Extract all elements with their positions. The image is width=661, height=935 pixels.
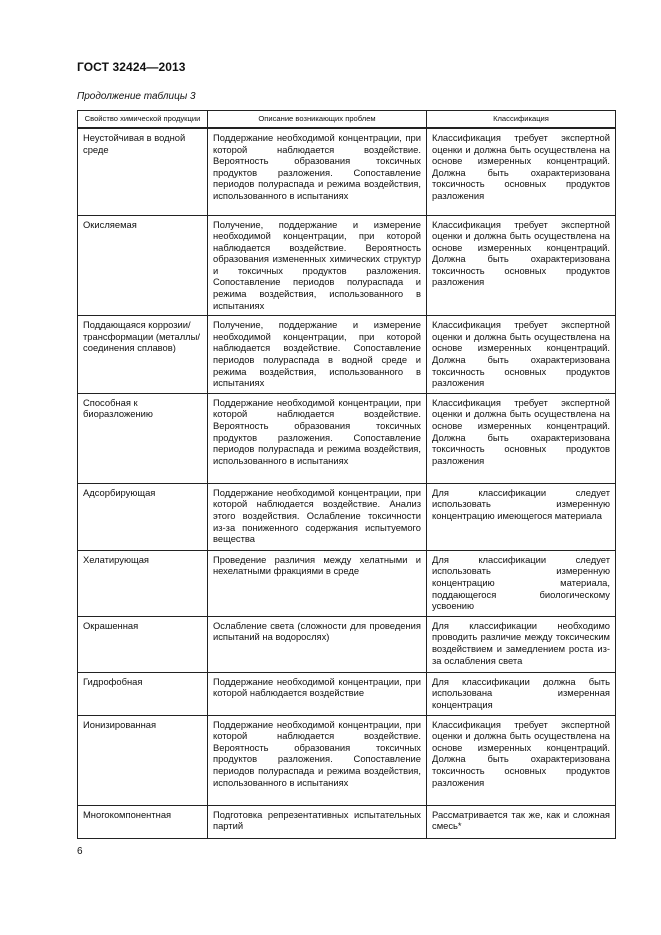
column-header-property: Свойство химической продукции [78, 111, 208, 129]
property-cell: Многокомпонентная [78, 805, 208, 838]
classification-cell: Классификация требует экспертной оценки и должна быть осуществлена на основе измеренных концентраций. Должна быть охарактеризована токсичность основных продуктов разложения [427, 393, 616, 483]
classification-cell: Классификация требует экспертной оценки и должна быть осуществлена на основе измеренных концентраций. Должна быть охарактеризована токсичность основных продуктов разложения [427, 128, 616, 215]
table-row [78, 316, 616, 394]
classification-cell: Рассматривается так же, как и сложная смесь* [427, 805, 616, 838]
document-code: ГОСТ 32424—2013 [77, 60, 186, 74]
description-cell: Поддержание необходимой концентрации, при которой наблюдается воздействие [208, 672, 427, 715]
description-cell: Получение, поддержание и измерение необходимой концентрации, при которой наблюдается воздействие. Вероятность образования измененных химических структур и токсичных продуктов разложения. Сопоставление периодов полураспада и режима воздействия, использованного в испытаниях [208, 215, 427, 316]
classification-cell: Для классификации следует использовать измеренную концентрацию имеющегося материала [427, 483, 616, 550]
table-row [78, 483, 616, 550]
table-header-row [78, 111, 616, 129]
property-cell: Окисляемая [78, 215, 208, 316]
table-row [78, 128, 616, 215]
column-header-description: Описание возникающих проблем [208, 111, 427, 129]
classification-cell: Классификация требует экспертной оценки и должна быть осуществлена на основе измеренных концентраций. Должна быть охарактеризована токсичность основных продуктов разложения [427, 316, 616, 394]
table-caption: Продолжение таблицы 3 [77, 91, 196, 102]
property-cell: Адсорбирующая [78, 483, 208, 550]
table-row [78, 393, 616, 483]
property-cell: Поддающаяся коррозии/трансформации (металлы/соединения сплавов) [78, 316, 208, 394]
classification-cell: Для классификации следует использовать измеренную концентрацию материала, поддающегося биологическому усвоению [427, 550, 616, 616]
property-cell: Гидрофобная [78, 672, 208, 715]
table-row [78, 616, 616, 672]
page-number: 6 [77, 846, 83, 857]
properties-table [77, 110, 616, 839]
column-header-classification: Классификация [427, 111, 616, 129]
classification-cell: Классификация требует экспертной оценки и должна быть осуществлена на основе измеренных концентраций. Должна быть охарактеризована токсичность основных продуктов разложения [427, 215, 616, 316]
description-cell: Поддержание необходимой концентрации, при которой наблюдается воздействие. Вероятность образования токсичных продуктов разложения. Сопоставление периодов полураспада и режима воздействия, использованного в испытаниях [208, 393, 427, 483]
classification-cell: Для классификации должна быть использована измеренная концентрация [427, 672, 616, 715]
table-row [78, 672, 616, 715]
description-cell: Поддержание необходимой концентрации, при которой наблюдается воздействие. Вероятность образования токсичных продуктов разложения. Сопоставление периодов полураспада и режима воздействия, использованного в испытаниях [208, 128, 427, 215]
classification-cell: Для классификации необходимо проводить различие между токсическим воздействием и замедлением роста из-за ослабления света [427, 616, 616, 672]
description-cell: Подготовка репрезентативных испытательных партий [208, 805, 427, 838]
description-cell: Проведение различия между хелатными и нехелатными фракциями в среде [208, 550, 427, 616]
table-row [78, 805, 616, 838]
description-cell: Получение, поддержание и измерение необходимой концентрации, при которой наблюдается воздействие. Сопоставление периодов полураспада в водной среде и режима воздействия, использованного в испытаниях [208, 316, 427, 394]
description-cell: Ослабление света (сложности для проведения испытаний на водорослях) [208, 616, 427, 672]
description-cell: Поддержание необходимой концентрации, при которой наблюдается воздействие. Анализ этого воздействия. Ослабление токсичности из-за пониженного содержания испытуемого вещества [208, 483, 427, 550]
table-row [78, 715, 616, 805]
property-cell: Ионизированная [78, 715, 208, 805]
description-cell: Поддержание необходимой концентрации, при которой наблюдается воздействие. Вероятность образования токсичных продуктов разложения. Сопоставление периодов полураспада и режима воздействия, использованного в испытаниях [208, 715, 427, 805]
table-row [78, 215, 616, 316]
property-cell: Неустойчивая в водной среде [78, 128, 208, 215]
classification-cell: Классификация требует экспертной оценки и должна быть осуществлена на основе измеренных концентраций. Должна быть охарактеризована токсичность основных продуктов разложения [427, 715, 616, 805]
property-cell: Способная к биоразложению [78, 393, 208, 483]
property-cell: Хелатирующая [78, 550, 208, 616]
property-cell: Окрашенная [78, 616, 208, 672]
table-row [78, 550, 616, 616]
